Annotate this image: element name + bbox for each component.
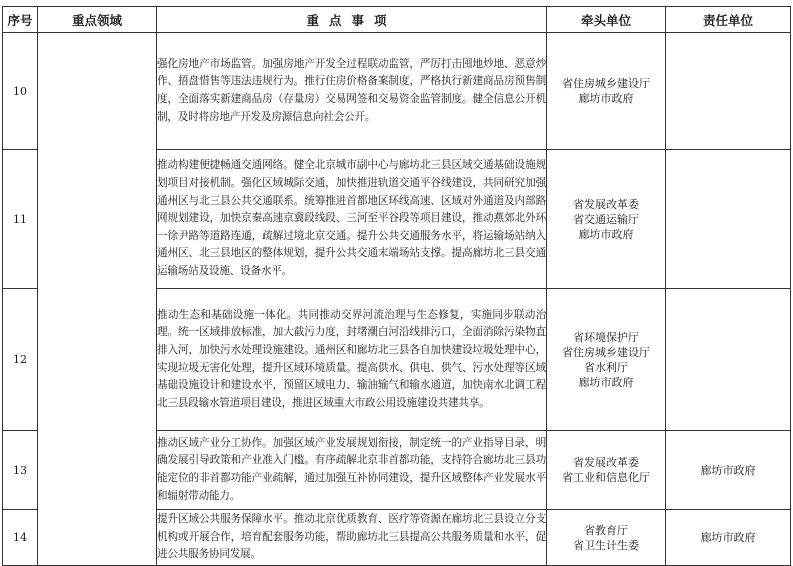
matter-cell: 推动构建便捷畅通交通网络。健全北京城市副中心与廊坊北三县区域交通基础设施规划项目对接机制。强化区域城际交通，加快推进轨道交通平谷线建设，共同研究加强通州区与北三县公共交通联系。统筹推进首都地区环线高速、区域对外通道及内部路网规划建设，加快京秦高速京冀段线段、三河至平谷段等项目建设，推动燕郊北外环一徐尹路等道路连通，疏解过境北京交通。提升公共交通服务水平，将运输场站纳入通州区、北三县地区的整体规划，提升公共交通末端场站支撑。提高廊坊北三县交通运输场站及设施、设备水平。 xyxy=(157,150,547,289)
table-header-row xyxy=(3,7,791,33)
matter-cell: 强化房地产市场监管。加强房地产开发全过程联动监管，严厉打击囤地炒地、恶意炒作、捂盘惜售等违法违规行为。推行住房价格备案制度，严格执行新建商品房预售制度，全面落实新建商品房（存量房）交易网签和交易资金监管制度。健全信息公开机制，及时将房地产开发及房源信息向社会公开。 xyxy=(157,33,547,150)
lead-unit: 省卫生计生委 xyxy=(573,538,639,552)
resp-unit-cell: 廊坊市政府 xyxy=(666,510,791,566)
lead-unit: 省发展改革委 xyxy=(573,197,639,211)
lead-unit: 省住房城乡建设厅 xyxy=(562,77,650,90)
lead-unit-cell xyxy=(547,33,666,150)
matter-cell: 提升区域公共服务保障水平。推动北京优质教育、医疗等资源在廊坊北三县设立分支机构或开展合作，培育配套服务功能，帮助廊坊北三县提高公共服务质量和水平，促进公共服务协同发展。 xyxy=(157,510,547,566)
row-number: 14 xyxy=(3,510,38,566)
resp-unit-cell xyxy=(666,150,791,289)
lead-unit-cell xyxy=(547,431,666,510)
row-number: 12 xyxy=(3,289,38,431)
lead-unit: 省住房城乡建设厅 xyxy=(562,345,650,359)
lead-unit: 省交通运输厅 xyxy=(573,212,639,226)
lead-unit: 廊坊市政府 xyxy=(578,227,634,241)
lead-unit: 省工业和信息化厅 xyxy=(562,471,650,484)
lead-unit-cell xyxy=(547,150,666,289)
row-number: 11 xyxy=(3,150,38,289)
header-field: 重点领域 xyxy=(38,7,157,33)
table-row xyxy=(3,33,791,150)
resp-unit-cell xyxy=(666,33,791,150)
resp-unit-cell xyxy=(666,289,791,431)
lead-unit: 廊坊市政府 xyxy=(578,375,634,389)
lead-unit-cell xyxy=(547,289,666,431)
lead-unit: 省水利厅 xyxy=(584,360,628,374)
resp-unit-cell: 廊坊市政府 xyxy=(666,431,791,510)
lead-unit: 廊坊市政府 xyxy=(578,92,634,105)
header-lead-unit: 牵头单位 xyxy=(547,7,666,33)
row-number: 13 xyxy=(3,431,38,510)
lead-unit: 省环境保护厅 xyxy=(573,330,639,344)
header-resp-unit: 责任单位 xyxy=(666,7,791,33)
matter-cell: 推动区域产业分工协作。加强区域产业发展规划衔接，制定统一的产业指导目录，明确发展引导政策和产业准入门槛。有序疏解北京非首都功能，支持符合廊坊北三县功能定位的非首都功能产业疏解，通过加强互补协同建设，提升区域整体产业发展水平和辐射带动能力。 xyxy=(157,431,547,510)
field-cell xyxy=(38,33,157,566)
lead-unit: 省教育厅 xyxy=(584,523,628,537)
key-tasks-table xyxy=(2,6,791,566)
matter-cell: 推动生态和基础设施一体化。共同推动交界河流治理与生态修复，实施同步联动治理。统一区域排放标准，加大截污力度，封堵潮白河沿线排污口，全面消除污染物直排入河，加快污水处理设施建设。通州区和廊坊北三县各自加快建设垃圾处理中心，实现垃圾无害化处理，提升区域环境质量。提高供水、供电、供气、污水处理等区域基础设施设计和建设水平，预留区域电力、输油输气和输水通道，加快南水北调工程北三县段输水管道项目建设，推进区域重大市政公用设施建设共建共享。 xyxy=(157,289,547,431)
lead-unit-cell xyxy=(547,510,666,566)
lead-unit: 省发展改革委 xyxy=(573,456,639,469)
header-no: 序号 xyxy=(3,7,38,33)
row-number: 10 xyxy=(3,33,38,150)
header-matter: 重点事项 xyxy=(157,7,547,33)
